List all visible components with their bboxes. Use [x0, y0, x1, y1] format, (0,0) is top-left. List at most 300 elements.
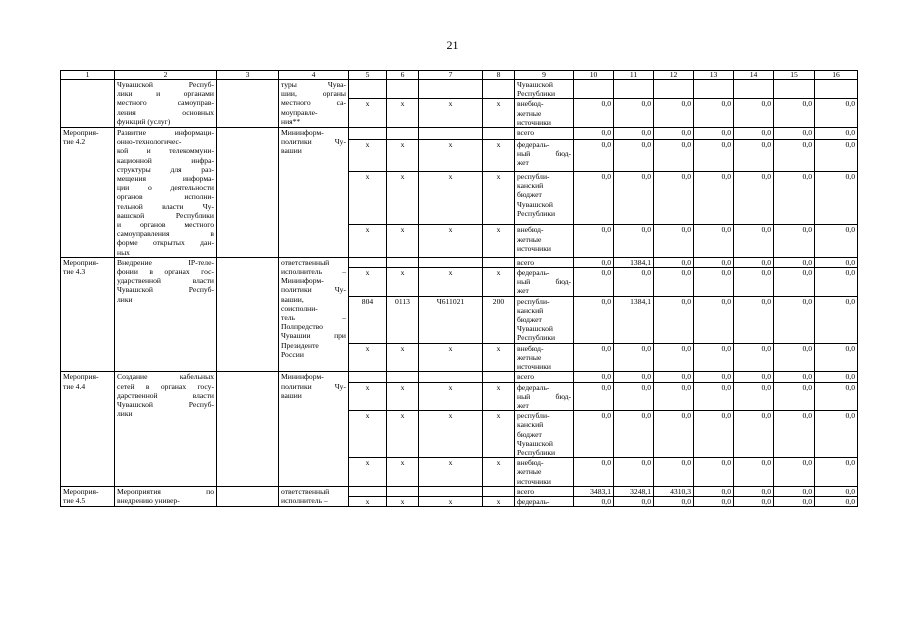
- amount-cell: [734, 80, 774, 99]
- budget-code-cell: x: [483, 343, 515, 372]
- budget-code-cell: x: [419, 172, 483, 225]
- text-line: тие 4.3: [63, 267, 86, 277]
- text-line: лики и органами: [117, 89, 214, 99]
- amount-cell: 0,0: [654, 382, 694, 411]
- text-line: ных: [117, 247, 130, 257]
- budget-code-cell: [483, 80, 515, 99]
- budget-code-cell: x: [349, 172, 387, 225]
- amount-cell: 0,0: [815, 496, 858, 506]
- amount-cell: 0,0: [734, 382, 774, 411]
- funding-source-cell: [515, 411, 574, 458]
- table-row: [61, 128, 858, 140]
- text-line: внебюд-: [517, 99, 544, 109]
- event-number-cell: [61, 486, 115, 506]
- amount-cell: 0,0: [815, 343, 858, 372]
- budget-code-cell: [349, 80, 387, 99]
- text-line: Чувашской: [517, 80, 553, 89]
- funding-source-cell: [515, 80, 574, 99]
- table-row: [61, 257, 858, 267]
- text-line: и органов местного: [117, 220, 214, 230]
- amount-cell: 0,0: [614, 411, 654, 458]
- text-line: России: [281, 349, 304, 359]
- text-line: ции о деятельности: [117, 183, 214, 193]
- text-line: онно-технологичес-: [117, 137, 182, 147]
- amount-cell: 0,0: [734, 257, 774, 267]
- text-line: жетные: [517, 234, 542, 244]
- text-line: вашии,: [281, 294, 304, 304]
- amount-cell: 0,0: [734, 372, 774, 382]
- amount-cell: 1384,1: [614, 257, 654, 267]
- amount-cell: 0,0: [694, 382, 734, 411]
- text-line: кой и телекоммуни-: [117, 146, 214, 156]
- amount-cell: 0,0: [654, 99, 694, 128]
- budget-code-cell: x: [483, 99, 515, 128]
- budget-code-cell: x: [387, 172, 419, 225]
- budget-code-cell: x: [419, 496, 483, 506]
- amount-cell: 0,0: [774, 128, 815, 140]
- budget-code-cell: x: [387, 139, 419, 171]
- amount-cell: 0,0: [774, 257, 815, 267]
- amount-cell: 0,0: [694, 496, 734, 506]
- column-3-cell: [217, 486, 279, 506]
- text-line: ния**: [281, 116, 301, 126]
- amount-cell: 0,0: [574, 496, 614, 506]
- amount-cell: 0,0: [774, 172, 815, 225]
- text-line: Республики: [517, 208, 556, 218]
- column-number-14: 14: [734, 71, 774, 80]
- amount-cell: 0,0: [815, 139, 858, 171]
- text-line: ответственный: [281, 486, 330, 496]
- text-line: жетные: [517, 108, 542, 118]
- text-line: кационной инфра-: [117, 155, 214, 165]
- text-line: лики: [117, 294, 133, 304]
- budget-code-cell: [387, 486, 419, 496]
- amount-cell: [774, 80, 815, 99]
- column-number-6: 6: [387, 71, 419, 80]
- page-number: 21: [446, 38, 459, 52]
- text-line: ный бюд-: [517, 148, 571, 158]
- text-line: Мероприя-: [63, 257, 99, 267]
- funding-source-cell: [515, 139, 574, 171]
- amount-cell: 0,0: [734, 486, 774, 496]
- budget-code-cell: x: [483, 172, 515, 225]
- amount-cell: 0,0: [734, 139, 774, 171]
- amount-cell: 0,0: [654, 372, 694, 382]
- text-line: органов исполни-: [117, 192, 214, 202]
- text-line: всего: [517, 372, 535, 382]
- text-line: источники: [517, 476, 551, 486]
- text-line: дарственной власти: [117, 390, 214, 400]
- amount-cell: 0,0: [574, 268, 614, 297]
- text-line: всего: [517, 257, 535, 267]
- text-line: лики: [117, 409, 133, 419]
- amount-cell: 0,0: [654, 225, 694, 257]
- text-line: Мининформ-: [281, 372, 324, 382]
- budget-code-cell: x: [349, 458, 387, 487]
- text-line: политики Чу-: [281, 381, 346, 391]
- budget-code-cell: x: [419, 99, 483, 128]
- amount-cell: 0,0: [774, 225, 815, 257]
- amount-cell: 0,0: [574, 372, 614, 382]
- column-number-15: 15: [774, 71, 815, 80]
- budget-code-cell: x: [387, 496, 419, 506]
- amount-cell: 0,0: [815, 411, 858, 458]
- amount-cell: 0,0: [614, 458, 654, 487]
- text-line: Мероприятия по: [117, 486, 214, 496]
- text-line: ления основных: [117, 107, 214, 117]
- amount-cell: 0,0: [694, 486, 734, 496]
- amount-cell: 3248,1: [614, 486, 654, 496]
- text-line: мещения информа-: [117, 174, 214, 184]
- amount-cell: 0,0: [694, 139, 734, 171]
- text-line: Чувашской: [517, 199, 553, 209]
- text-line: тие 4.2: [63, 137, 86, 147]
- funding-source-cell: [515, 172, 574, 225]
- budget-code-cell: x: [349, 343, 387, 372]
- column-3-cell: [217, 257, 279, 371]
- amount-cell: 0,0: [774, 372, 815, 382]
- amount-cell: 0,0: [815, 257, 858, 267]
- amount-cell: 0,0: [694, 343, 734, 372]
- text-line: Мероприя-: [63, 128, 99, 138]
- budget-code-cell: [483, 486, 515, 496]
- amount-cell: 0,0: [574, 128, 614, 140]
- amount-cell: 0,0: [654, 411, 694, 458]
- text-line: всего: [517, 128, 535, 138]
- budget-code-cell: x: [387, 268, 419, 297]
- amount-cell: 0,0: [574, 225, 614, 257]
- amount-cell: 0,0: [614, 172, 654, 225]
- budget-code-cell: x: [483, 496, 515, 506]
- amount-cell: 0,0: [614, 343, 654, 372]
- text-line: республи-: [517, 296, 550, 306]
- budget-code-cell: x: [483, 411, 515, 458]
- amount-cell: 0,0: [574, 411, 614, 458]
- text-line: Развитие информаци-: [117, 128, 214, 138]
- text-line: внебюд-: [517, 343, 544, 353]
- amount-cell: 0,0: [654, 257, 694, 267]
- text-line: тие 4.5: [63, 495, 86, 505]
- executor-cell: [279, 372, 349, 486]
- budget-code-cell: x: [483, 139, 515, 171]
- text-line: федераль-: [517, 139, 550, 149]
- amount-cell: 0,0: [614, 268, 654, 297]
- text-line: канский: [517, 305, 544, 315]
- budget-code-cell: [387, 128, 419, 140]
- text-line: Президенте: [281, 340, 319, 350]
- budget-code-cell: x: [349, 99, 387, 128]
- amount-cell: 0,0: [694, 372, 734, 382]
- text-line: ответственный: [281, 257, 330, 267]
- budget-code-cell: x: [349, 225, 387, 257]
- amount-cell: 0,0: [614, 496, 654, 506]
- amount-cell: 0,0: [574, 296, 614, 343]
- budget-code-cell: x: [349, 411, 387, 458]
- amount-cell: 0,0: [574, 343, 614, 372]
- budget-code-cell: x: [419, 343, 483, 372]
- amount-cell: 0,0: [734, 496, 774, 506]
- amount-cell: 0,0: [774, 496, 815, 506]
- text-line: фонии в органах гос-: [117, 267, 214, 277]
- budget-code-cell: x: [419, 458, 483, 487]
- amount-cell: 0,0: [614, 128, 654, 140]
- executor-cell: [279, 80, 349, 128]
- text-line: соисполни-: [281, 303, 318, 313]
- amount-cell: 0,0: [654, 172, 694, 225]
- text-line: источники: [517, 362, 551, 372]
- budget-code-cell: 200: [483, 296, 515, 343]
- budget-code-cell: x: [387, 411, 419, 458]
- amount-cell: 0,0: [694, 296, 734, 343]
- amount-cell: 0,0: [694, 225, 734, 257]
- amount-cell: 0,0: [614, 139, 654, 171]
- budget-code-cell: x: [349, 496, 387, 506]
- budget-code-cell: [387, 372, 419, 382]
- amount-cell: 1384,1: [614, 296, 654, 343]
- text-line: моуправле-: [281, 107, 318, 117]
- amount-cell: 0,0: [574, 172, 614, 225]
- budget-code-cell: x: [387, 343, 419, 372]
- budget-code-cell: [349, 372, 387, 382]
- budget-code-cell: x: [483, 225, 515, 257]
- budget-code-cell: [419, 128, 483, 140]
- table-row: [61, 80, 858, 99]
- table-row: [61, 486, 858, 496]
- amount-cell: 0,0: [734, 411, 774, 458]
- amount-cell: 0,0: [654, 496, 694, 506]
- text-line: Чувашской: [517, 324, 553, 334]
- text-line: Чувашской: [517, 438, 553, 448]
- text-line: политики Чу-: [281, 285, 346, 295]
- budget-code-cell: x: [349, 382, 387, 411]
- text-line: канский: [517, 181, 544, 191]
- amount-cell: 0,0: [815, 99, 858, 128]
- funding-source-cell: [515, 382, 574, 411]
- text-line: вашии: [281, 146, 302, 156]
- budget-code-cell: [419, 80, 483, 99]
- executor-cell: [279, 486, 349, 506]
- amount-cell: 0,0: [694, 172, 734, 225]
- amount-cell: 0,0: [774, 268, 815, 297]
- amount-cell: 0,0: [774, 99, 815, 128]
- executor-cell: [279, 257, 349, 371]
- amount-cell: 0,0: [774, 458, 815, 487]
- funding-source-cell: [515, 343, 574, 372]
- text-line: шии, органы: [281, 89, 346, 99]
- column-number-16: 16: [815, 71, 858, 80]
- amount-cell: 0,0: [774, 486, 815, 496]
- amount-cell: [574, 80, 614, 99]
- amount-cell: 0,0: [734, 99, 774, 128]
- text-line: республи-: [517, 411, 550, 421]
- amount-cell: 0,0: [614, 372, 654, 382]
- funding-source-cell: [515, 372, 574, 382]
- event-number-cell: [61, 80, 115, 128]
- amount-cell: 0,0: [815, 128, 858, 140]
- column-number-5: 5: [349, 71, 387, 80]
- funding-source-cell: [515, 296, 574, 343]
- budget-code-cell: x: [349, 268, 387, 297]
- budget-code-cell: x: [387, 382, 419, 411]
- text-line: жетные: [517, 467, 542, 477]
- budget-code-cell: [349, 128, 387, 140]
- amount-cell: 0,0: [694, 99, 734, 128]
- text-line: жетные: [517, 352, 542, 362]
- text-line: местного са-: [281, 98, 346, 108]
- text-line: ный бюд-: [517, 391, 571, 401]
- text-line: всего: [517, 486, 535, 496]
- budget-code-cell: Ч611021: [419, 296, 483, 343]
- funding-source-cell: [515, 257, 574, 267]
- budget-code-cell: x: [419, 382, 483, 411]
- text-line: Республики: [517, 333, 556, 343]
- budget-code-cell: [419, 486, 483, 496]
- column-number-13: 13: [694, 71, 734, 80]
- text-line: туры Чува-: [281, 80, 346, 89]
- text-line: вашской Республики: [117, 210, 214, 220]
- amount-cell: 0,0: [774, 382, 815, 411]
- text-line: федераль-: [517, 268, 550, 278]
- amount-cell: 0,0: [774, 411, 815, 458]
- text-line: Внедрение IP-теле-: [117, 257, 214, 267]
- text-line: жет: [517, 286, 529, 296]
- column-number-11: 11: [614, 71, 654, 80]
- column-number-7: 7: [419, 71, 483, 80]
- budget-code-cell: [387, 80, 419, 99]
- text-line: тельной власти Чу-: [117, 201, 214, 211]
- budget-code-cell: x: [419, 411, 483, 458]
- amount-cell: 0,0: [614, 225, 654, 257]
- event-number-cell: [61, 372, 115, 486]
- budget-code-cell: x: [483, 458, 515, 487]
- text-line: бюджет: [517, 429, 542, 439]
- column-3-cell: [217, 372, 279, 486]
- amount-cell: 0,0: [694, 257, 734, 267]
- event-name-cell: [115, 257, 217, 371]
- text-line: бюджет: [517, 190, 542, 200]
- text-line: внебюд-: [517, 225, 544, 235]
- table-body: [61, 71, 858, 507]
- funding-source-cell: [515, 128, 574, 140]
- event-number-cell: [61, 128, 115, 258]
- amount-cell: 0,0: [694, 128, 734, 140]
- text-line: вашии: [281, 390, 302, 400]
- amount-cell: [694, 80, 734, 99]
- funding-source-cell: [515, 486, 574, 496]
- amount-cell: 0,0: [815, 268, 858, 297]
- budget-code-cell: x: [387, 458, 419, 487]
- budget-code-cell: [349, 257, 387, 267]
- column-number-4: 4: [279, 71, 349, 80]
- amount-cell: 0,0: [734, 172, 774, 225]
- amount-cell: 0,0: [654, 296, 694, 343]
- amount-cell: 4310,3: [654, 486, 694, 496]
- column-number-9: 9: [515, 71, 574, 80]
- amount-cell: 0,0: [815, 225, 858, 257]
- budget-code-cell: [483, 372, 515, 382]
- amount-cell: 0,0: [734, 268, 774, 297]
- text-line: жет: [517, 400, 529, 410]
- budget-code-cell: 0113: [387, 296, 419, 343]
- budget-code-cell: [419, 257, 483, 267]
- amount-cell: 0,0: [815, 486, 858, 496]
- event-name-cell: [115, 372, 217, 486]
- amount-cell: 0,0: [734, 296, 774, 343]
- funding-source-cell: [515, 458, 574, 487]
- budget-code-cell: [419, 372, 483, 382]
- event-name-cell: [115, 486, 217, 506]
- amount-cell: 0,0: [694, 268, 734, 297]
- amount-cell: 0,0: [694, 411, 734, 458]
- text-line: внебюд-: [517, 458, 544, 468]
- text-line: тие 4.4: [63, 381, 86, 391]
- amount-cell: 0,0: [734, 128, 774, 140]
- budget-table: [60, 70, 858, 507]
- budget-code-cell: x: [349, 139, 387, 171]
- budget-code-cell: x: [419, 139, 483, 171]
- text-line: Чувашской Респуб-: [117, 399, 214, 409]
- amount-cell: 0,0: [734, 225, 774, 257]
- amount-cell: 0,0: [815, 458, 858, 487]
- text-line: форме открытых дан-: [117, 238, 214, 248]
- column-number-12: 12: [654, 71, 694, 80]
- funding-source-cell: [515, 268, 574, 297]
- amount-cell: 0,0: [654, 343, 694, 372]
- budget-code-cell: [387, 257, 419, 267]
- text-line: внедрению универ-: [117, 495, 180, 505]
- text-line: федераль-: [517, 382, 550, 392]
- budget-code-cell: x: [419, 268, 483, 297]
- event-name-cell: [115, 128, 217, 258]
- amount-cell: 0,0: [614, 382, 654, 411]
- funding-source-cell: [515, 496, 574, 506]
- column-number-1: 1: [61, 71, 115, 80]
- amount-cell: [815, 80, 858, 99]
- budget-code-cell: x: [483, 382, 515, 411]
- budget-code-cell: x: [483, 268, 515, 297]
- text-line: источники: [517, 243, 551, 253]
- amount-cell: 0,0: [815, 172, 858, 225]
- text-line: Чувашской Респуб-: [117, 285, 214, 295]
- text-line: бюджет: [517, 315, 542, 325]
- amount-cell: 0,0: [614, 99, 654, 128]
- text-line: ный бюд-: [517, 277, 571, 287]
- text-line: Мининформ-: [281, 128, 324, 138]
- text-line: Мининформ-: [281, 276, 324, 286]
- budget-code-cell: x: [387, 225, 419, 257]
- amount-cell: 0,0: [574, 99, 614, 128]
- budget-code-cell: x: [419, 225, 483, 257]
- amount-cell: 0,0: [774, 343, 815, 372]
- column-number-3: 3: [217, 71, 279, 80]
- amount-cell: 0,0: [734, 458, 774, 487]
- text-line: ударственной власти: [117, 276, 214, 286]
- budget-code-cell: [483, 128, 515, 140]
- executor-cell: [279, 128, 349, 258]
- amount-cell: 0,0: [694, 458, 734, 487]
- amount-cell: [654, 80, 694, 99]
- text-line: Чувашской Респуб-: [117, 80, 214, 89]
- text-line: политики Чу-: [281, 137, 346, 147]
- column-number-10: 10: [574, 71, 614, 80]
- amount-cell: 0,0: [654, 139, 694, 171]
- funding-source-cell: [515, 99, 574, 128]
- column-number-row: [61, 71, 858, 80]
- amount-cell: 0,0: [654, 268, 694, 297]
- funding-source-cell: [515, 225, 574, 257]
- text-line: исполнитель –: [281, 267, 346, 277]
- amount-cell: 0,0: [815, 296, 858, 343]
